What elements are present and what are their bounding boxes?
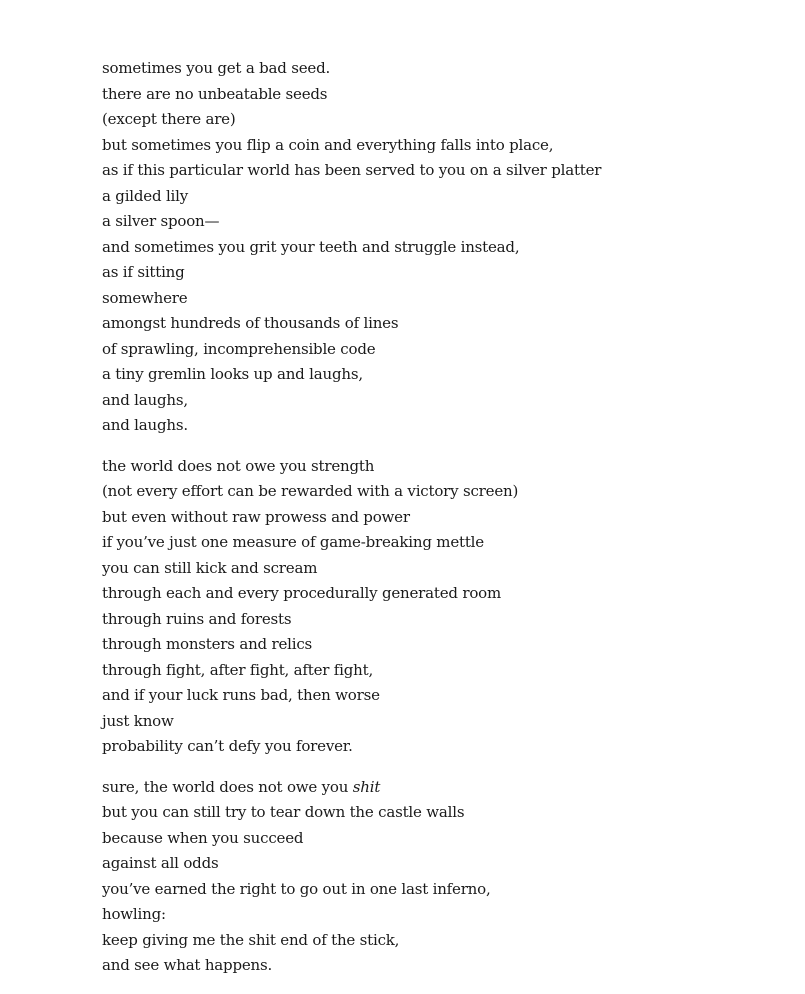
poem-line: the world does not owe you strength [102, 456, 375, 475]
poem-line-with-emphasis [102, 775, 782, 801]
stanza-1 [102, 56, 782, 439]
poem-line: as if this particular world has been served to you on a silver platter [102, 161, 602, 179]
poem-line: a tiny gremlin looks up and laughs, [102, 365, 363, 383]
stanza-2 [102, 454, 782, 760]
stanza-3 [102, 775, 782, 979]
poem-line: but even without raw prowess and power [102, 507, 410, 526]
poem-line: probability can’t defy you forever. [102, 737, 353, 755]
poem-line: howling: [102, 905, 166, 923]
poem-line-prefix: sure, the world does not owe you [102, 777, 353, 796]
poem-line: through each and every procedurally generated room [102, 584, 501, 602]
poem-line: and if your luck runs bad, then worse [102, 686, 380, 704]
poem-line: (not every effort can be rewarded with a victory screen) [102, 482, 519, 500]
poem-line: but you can still try to tear down the castle walls [102, 803, 465, 821]
poem-line: as if sitting [102, 263, 185, 281]
poem-line: and laughs. [102, 416, 188, 434]
poem-line: because when you succeed [102, 828, 304, 847]
poem-line: you can still kick and scream [102, 558, 318, 577]
poem-line: but sometimes you flip a coin and everything falls into place, [102, 135, 554, 154]
poem-line: sometimes you get a bad seed. [102, 59, 331, 77]
poem-line: and sometimes you grit your teeth and struggle instead, [102, 237, 520, 256]
poem-line: if you’ve just one measure of game-breaking mettle [102, 533, 484, 551]
poem-line: keep giving me the shit end of the stick, [102, 930, 400, 949]
poem-line: somewhere [102, 288, 188, 307]
poem-line: of sprawling, incomprehensible code [102, 339, 376, 358]
poem-line: and laughs, [102, 390, 188, 409]
poem-line: against all odds [102, 854, 219, 872]
poem-line: through monsters and relics [102, 635, 313, 653]
poem-line: a silver spoon— [102, 212, 220, 230]
poem-line: amongst hundreds of thousands of lines [102, 314, 399, 332]
poem-line: through ruins and forests [102, 609, 292, 628]
poem-line: there are no unbeatable seeds [102, 84, 328, 103]
poem-line: and see what happens. [102, 956, 273, 974]
poem-line: through fight, after fight, after fight, [102, 660, 374, 679]
emphasized-word: shit [352, 777, 381, 796]
poem-body [102, 56, 782, 994]
poem-line: a gilded lily [102, 186, 189, 205]
poem-line: (except there are) [102, 110, 236, 128]
poem-line: you’ve earned the right to go out in one last inferno, [102, 879, 491, 898]
poem-line: just know [102, 711, 174, 730]
